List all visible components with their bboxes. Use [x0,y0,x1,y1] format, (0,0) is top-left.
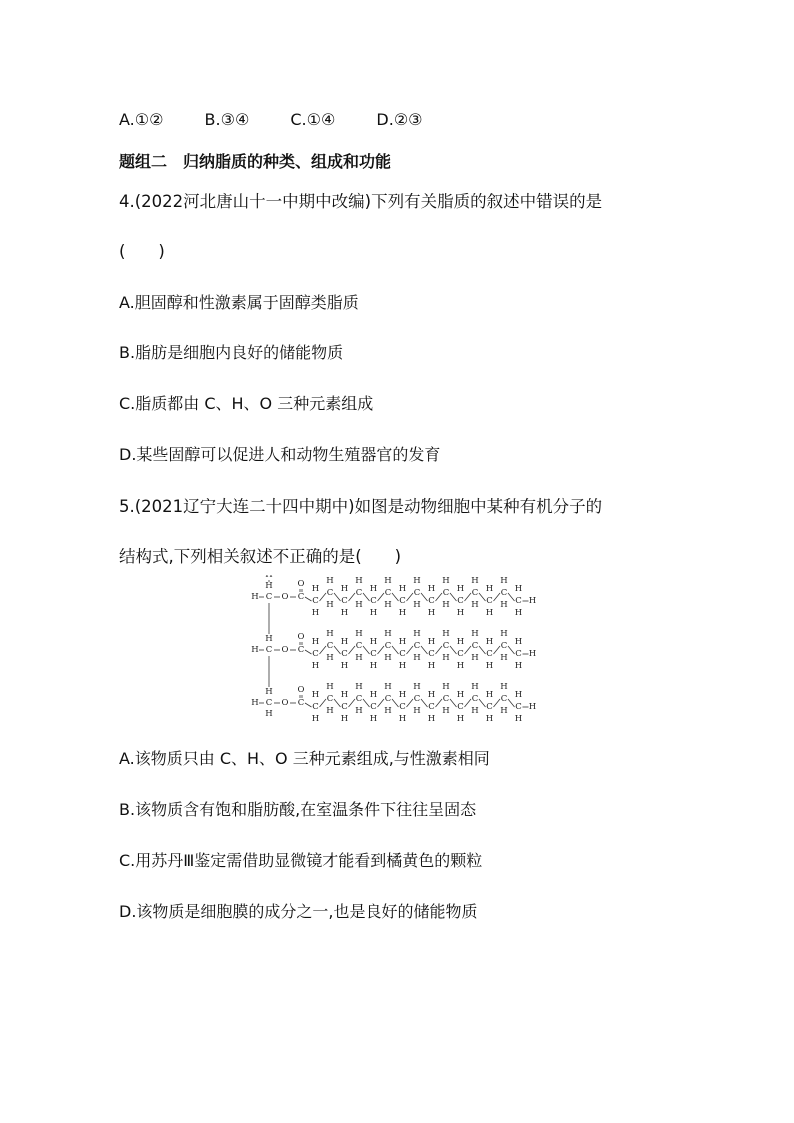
carbon-atom: C [265,645,273,655]
bond [363,646,370,654]
bond [363,699,370,707]
bond [450,593,457,601]
carbon-atom: C [326,641,334,651]
q5-stem-line1: 5.(2021辽宁大连二十四中期中)如图是动物细胞中某种有机分子的 [119,497,603,516]
hydrogen-atom: H [413,653,421,663]
hydrogen-atom: H [311,637,320,647]
hydrogen-atom: H [485,584,494,594]
carbon-atom: C [355,588,363,598]
hydrogen-atom: H [500,653,508,663]
hydrogen-atom: H [265,581,273,591]
hydrogen-atom: H [456,637,465,647]
q4-option-d: D.某些固醇可以促进人和动物生殖器官的发育 [119,445,441,464]
hydrogen-atom: H [384,576,392,586]
bond [334,699,341,707]
hydrogen-atom: H [340,637,349,647]
carbon-atom: C [355,694,363,704]
bond [378,646,385,654]
hydrogen-atom: H [442,653,450,663]
hydrogen-atom: H [369,690,378,700]
bond [494,699,501,707]
bond [450,699,457,707]
hydrogen-atom: H [265,687,273,697]
hydrogen-atom: H [485,608,494,618]
hydrogen-atom: H [514,661,523,671]
carbon-atom: C [457,596,464,606]
bond [436,646,443,654]
oxygen-atom: O [297,632,305,642]
carbon-atom: C [297,592,305,602]
hydrogen-atom: H [500,629,508,639]
bond [465,646,472,654]
carbon-atom: C [471,588,479,598]
carbon-atom: C [341,649,348,659]
carbon-atom: C [413,694,421,704]
bond [305,650,312,654]
q4-option-a: A.胆固醇和性激素属于固醇类脂质 [119,293,359,312]
carbon-atom: C [265,592,273,602]
hydrogen-atom: H [384,600,392,610]
q3-option-c: C.①④ [290,110,336,129]
q4-stem: 4.(2022河北唐山十一中期中改编)下列有关脂质的叙述中错误的是 [119,192,603,211]
bond [494,646,501,654]
hydrogen-atom: H [326,653,334,663]
bond [436,699,443,707]
carbon-atom: C [486,649,493,659]
bond [479,699,486,707]
hydrogen-atom: H [384,682,392,692]
hydrogen-atom: H [528,596,537,606]
bond [349,593,356,601]
hydrogen-atom: H [514,608,523,618]
q5-option-a: A.该物质只由 C、H、O 三种元素组成,与性激素相同 [119,749,490,768]
hydrogen-atom: H [471,600,479,610]
bond [494,593,501,601]
hydrogen-atom: H [456,714,465,724]
carbon-atom: C [457,649,464,659]
hydrogen-atom: H [413,600,421,610]
carbon-atom: C [341,702,348,712]
carbon-atom: C [326,588,334,598]
hydrogen-atom: H [311,608,320,618]
hydrogen-atom: H [369,584,378,594]
bond [320,699,327,707]
carbon-atom: C [341,596,348,606]
hydrogen-atom: H [442,629,450,639]
q3-option-b: B.③④ [204,110,250,129]
hydrogen-atom: H [427,661,436,671]
hydrogen-atom: H [442,576,450,586]
bond [421,593,428,601]
hydrogen-atom: H [456,661,465,671]
hydrogen-atom: H [514,714,523,724]
carbon-atom: C [471,694,479,704]
carbon-atom: C [384,694,392,704]
carbon-atom: C [370,596,377,606]
bond [305,597,312,601]
hydrogen-atom: H [398,661,407,671]
hydrogen-atom: H [398,584,407,594]
hydrogen-atom: H [485,690,494,700]
bond [334,593,341,601]
bond [436,593,443,601]
carbon-atom: C [312,596,319,606]
bond [392,646,399,654]
bond [407,646,414,654]
carbon-atom: C [471,641,479,651]
hydrogen-atom: H [500,706,508,716]
q4-bracket: ( ) [119,242,165,261]
carbon-atom: C [413,588,421,598]
q3-option-d: D.②③ [376,110,423,129]
hydrogen-atom: H [311,584,320,594]
hydrogen-atom: H [340,690,349,700]
bond [479,646,486,654]
hydrogen-atom: H [427,714,436,724]
bond [378,593,385,601]
hydrogen-atom: H [311,661,320,671]
carbon-atom: C [500,641,508,651]
hydrogen-atom: H [456,690,465,700]
hydrogen-atom: H [251,698,259,708]
hydrogen-atom: H [471,653,479,663]
oxygen-atom: O [281,645,289,655]
carbon-atom: C [399,596,406,606]
q5-stem-line2: 结构式,下列相关叙述不正确的是( ) [119,547,402,566]
carbon-atom: C [500,588,508,598]
hydrogen-atom: H [384,706,392,716]
hydrogen-atom: H [311,714,320,724]
carbon-atom: C [370,649,377,659]
carbon-atom: C [442,641,450,651]
hydrogen-atom: H [398,690,407,700]
hydrogen-atom: H [355,682,363,692]
hydrogen-atom: H [326,600,334,610]
hydrogen-atom: H [340,608,349,618]
q3-options [119,110,459,129]
carbon-atom: C [399,649,406,659]
hydrogen-atom: H [369,714,378,724]
bond [392,699,399,707]
bond [320,646,327,654]
carbon-atom: C [428,649,435,659]
structural-formula [250,575,550,730]
carbon-atom: C [486,702,493,712]
hydrogen-atom: H [500,576,508,586]
q4-option-b: B.脂肪是细胞内良好的储能物质 [119,343,344,362]
bond [479,593,486,601]
group-heading: 题组二 归纳脂质的种类、组成和功能 [119,152,392,171]
hydrogen-atom: H [265,575,273,580]
hydrogen-atom: H [485,661,494,671]
oxygen-atom: O [281,698,289,708]
carbon-atom: C [384,641,392,651]
bond [392,593,399,601]
carbon-atom: C [355,641,363,651]
carbon-atom: C [486,596,493,606]
hydrogen-atom: H [355,576,363,586]
bond [450,646,457,654]
hydrogen-atom: H [326,682,334,692]
hydrogen-atom: H [471,682,479,692]
bond [508,646,515,654]
hydrogen-atom: H [471,576,479,586]
hydrogen-atom: H [500,682,508,692]
oxygen-atom: O [281,592,289,602]
hydrogen-atom: H [442,600,450,610]
carbon-atom: C [457,702,464,712]
hydrogen-atom: H [471,706,479,716]
hydrogen-atom: H [355,600,363,610]
q5-option-b: B.该物质含有饱和脂肪酸,在室温条件下往往呈固态 [119,800,477,819]
oxygen-atom: O [297,579,305,589]
bond [508,699,515,707]
bond [334,646,341,654]
triglyceride-structure-figure [250,575,550,730]
hydrogen-atom: H [413,576,421,586]
hydrogen-atom: H [528,649,537,659]
carbon-atom: C [442,588,450,598]
hydrogen-atom: H [355,629,363,639]
hydrogen-atom: H [427,637,436,647]
carbon-atom: C [312,649,319,659]
hydrogen-atom: H [355,653,363,663]
hydrogen-atom: H [485,714,494,724]
hydrogen-atom: H [427,690,436,700]
q5-option-d: D.该物质是细胞膜的成分之一,也是良好的储能物质 [119,902,478,921]
hydrogen-atom: H [456,584,465,594]
hydrogen-atom: H [471,629,479,639]
q4-option-c: C.脂质都由 C、H、O 三种元素组成 [119,394,374,413]
hydrogen-atom: H [398,608,407,618]
carbon-atom: C [428,702,435,712]
carbon-atom: C [515,702,522,712]
bond [407,593,414,601]
bond [349,646,356,654]
hydrogen-atom: H [251,645,259,655]
hydrogen-atom: H [326,629,334,639]
hydrogen-atom: H [442,706,450,716]
bond [465,699,472,707]
hydrogen-atom: H [384,653,392,663]
q3-option-a: A.①② [119,110,164,129]
hydrogen-atom: H [265,709,273,719]
oxygen-atom: O [297,685,305,695]
hydrogen-atom: H [355,706,363,716]
hydrogen-atom: H [369,608,378,618]
carbon-atom: C [428,596,435,606]
carbon-atom: C [265,698,273,708]
bond [305,703,312,707]
bond [508,593,515,601]
carbon-atom: C [370,702,377,712]
hydrogen-atom: H [427,608,436,618]
hydrogen-atom: H [514,690,523,700]
hydrogen-atom: H [340,661,349,671]
hydrogen-atom: H [340,714,349,724]
hydrogen-atom: H [369,661,378,671]
hydrogen-atom: H [340,584,349,594]
carbon-atom: C [326,694,334,704]
hydrogen-atom: H [398,714,407,724]
carbon-atom: C [399,702,406,712]
hydrogen-atom: H [311,690,320,700]
carbon-atom: C [515,649,522,659]
hydrogen-atom: H [265,634,273,644]
carbon-atom: C [312,702,319,712]
carbon-atom: C [442,694,450,704]
carbon-atom: C [500,694,508,704]
hydrogen-atom: H [442,682,450,692]
hydrogen-atom: H [456,608,465,618]
hydrogen-atom: H [398,637,407,647]
q5-option-c: C.用苏丹Ⅲ鉴定需借助显微镜才能看到橘黄色的颗粒 [119,851,483,870]
bond [407,699,414,707]
hydrogen-atom: H [500,600,508,610]
bond [320,593,327,601]
carbon-atom: C [297,645,305,655]
carbon-atom: C [515,596,522,606]
hydrogen-atom: H [369,637,378,647]
hydrogen-atom: H [384,629,392,639]
carbon-atom: C [297,698,305,708]
bond [421,699,428,707]
bond [421,646,428,654]
hydrogen-atom: H [514,584,523,594]
bond [363,593,370,601]
bond [378,699,385,707]
hydrogen-atom: H [326,706,334,716]
carbon-atom: C [384,588,392,598]
bond [349,699,356,707]
hydrogen-atom: H [413,629,421,639]
hydrogen-atom: H [413,682,421,692]
bond [465,593,472,601]
hydrogen-atom: H [413,706,421,716]
hydrogen-atom: H [514,637,523,647]
hydrogen-atom: H [485,637,494,647]
hydrogen-atom: H [427,584,436,594]
hydrogen-atom: H [251,592,259,602]
hydrogen-atom: H [528,702,537,712]
hydrogen-atom: H [326,576,334,586]
carbon-atom: C [413,641,421,651]
